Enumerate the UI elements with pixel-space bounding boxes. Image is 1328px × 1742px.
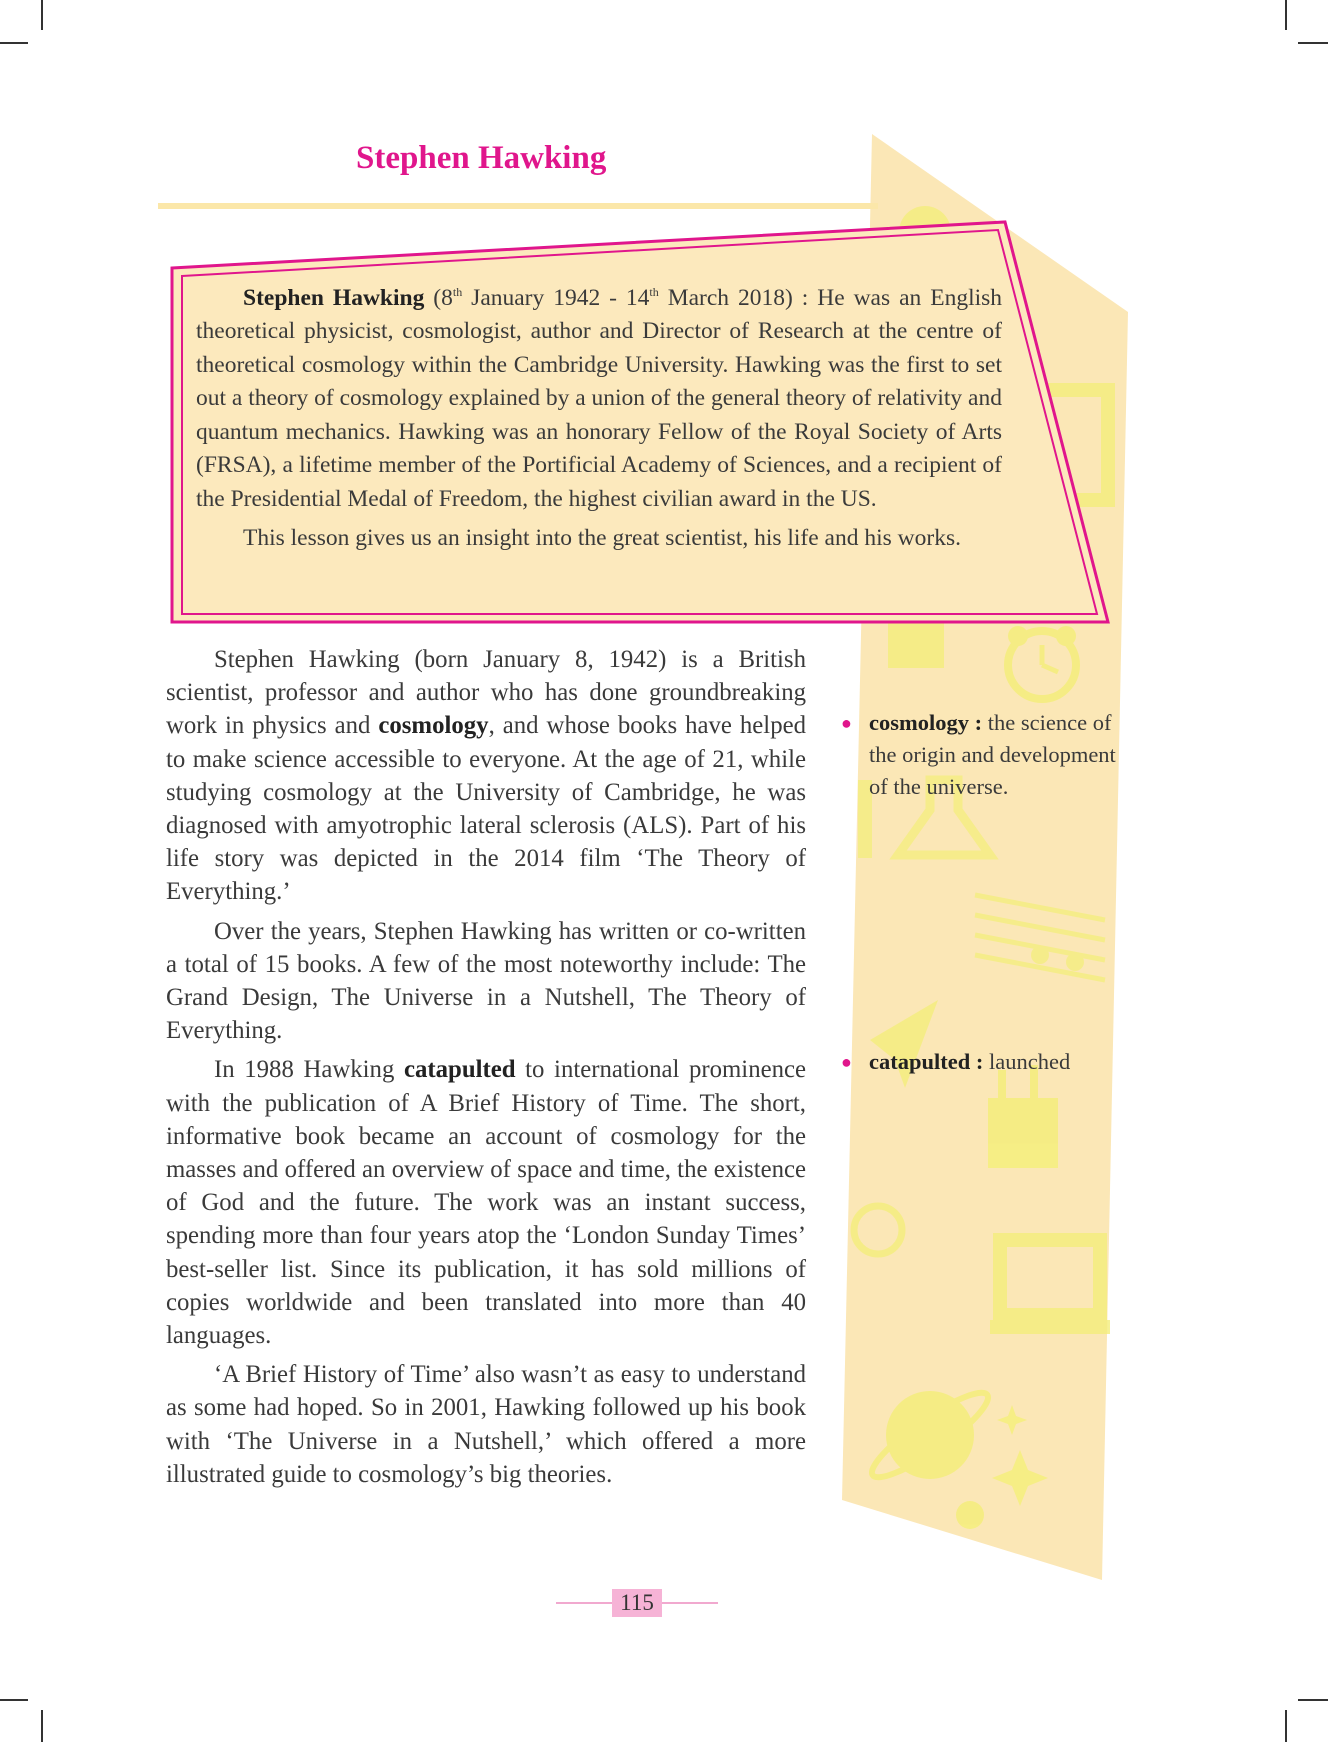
bullet-icon: ● <box>841 1052 852 1072</box>
intro-paragraph: This lesson gives us an insight into the great scientist, his life and his works. <box>243 525 961 552</box>
body-paragraph: Over the years, Stephen Hawking has written or co-written a total of 15 books. A few of the most noteworthy include: The Grand Design, The Universe in a Nutshell, The Theory of Everything. <box>166 917 806 1045</box>
intro-paragraph: Stephen Hawking (8th January 1942 - 14th March 2018) : He was an English theoretical physicist, cosmologist, author and Director of Research at the centre of theoretical cosmology within the Cambridge University. Hawking was the first to set out a theory of cosmology explained by a union of the general theory of relativity and quantum mechanics. Hawking was an honorary Fellow of the Royal Society of Arts (FRSA), a lifetime member of the Portificial Academy of Sciences, and a recipient of the Presidential Medal of Freedom, the highest civilian award in the US. <box>196 284 1003 512</box>
body-paragraph: Stephen Hawking (born January 8, 1942) is a British scientist, professor and author who has done groundbreaking work in physics and cosmology, and whose books have helped to make science accessible to everyone. At the age of 21, while studying cosmology at the University of Cambridge, he was diagnosed with amyotrophic lateral sclerosis (ALS). Part of his life story was depicted in the 2014 film ‘The Theory of Everything.’ <box>166 646 806 906</box>
main-text <box>166 643 806 1497</box>
glossary-item: ● cosmology : the science of the origin and development of the universe. <box>869 707 1139 803</box>
body-paragraph: In 1988 Hawking catapulted to international prominence with the publication of A Brief History of Time. The short, informative book became an account of cosmology for the masses and offered an overview of space and time, the existence of God and the future. The work was an instant success, spending more than four years atop the ‘London Sunday Times’ best-seller list. Since its publication, it has sold millions of copies worldwide and been translated into more than 40 languages. <box>166 1056 807 1350</box>
glossary-term-cosmology: cosmology <box>378 712 489 740</box>
intro-box <box>196 276 1002 556</box>
body-paragraph: ‘A Brief History of Time’ also wasn’t as easy to understand as some had hoped. So in 2001, Hawking followed up his book with ‘The Universe in a Nutshell,’ which offered a more illustrated guide to cosmology’s big theories. <box>166 1361 806 1488</box>
page-title: Stephen Hawking <box>356 140 607 176</box>
intro-name: Stephen Hawking <box>243 284 425 311</box>
glossary-item: ● catapulted : launched <box>869 1046 1129 1078</box>
glossary-term-catapulted: catapulted <box>403 1056 516 1084</box>
page-number: 115 <box>612 1589 662 1617</box>
bullet-icon: ● <box>841 713 852 733</box>
